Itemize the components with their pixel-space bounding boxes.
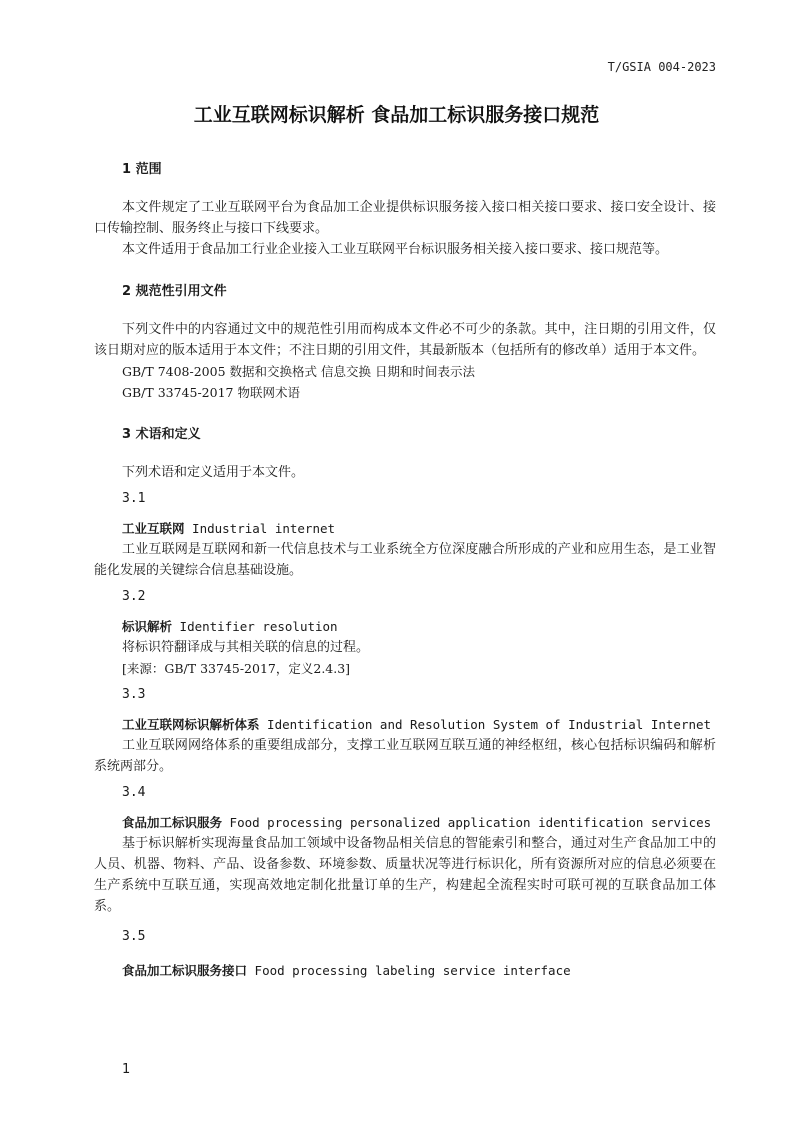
term-number: 3.1: [122, 491, 146, 506]
term-heading: [94, 812, 716, 833]
term-en: Identification and Resolution System of Industrial Internet: [267, 717, 712, 732]
term-source: [来源：GB/T 33745-2017，定义2.4.3]: [122, 661, 351, 676]
paragraph: 本文件适用于食品加工行业企业接入工业互联网平台标识服务相关接入接口要求、接口规范等。: [122, 242, 669, 257]
term-heading: [94, 616, 716, 637]
section-3-heading: 3 术语和定义: [122, 427, 201, 442]
term-zh: 食品加工标识服务接口: [122, 963, 248, 978]
document-body: [94, 150, 716, 981]
term-en: Food processing labeling service interface: [254, 963, 571, 978]
term-zh: 食品加工标识服务: [122, 815, 223, 830]
term-en: Identifier resolution: [179, 619, 338, 634]
page-title: 工业互联网标识解析 食品加工标识服务接口规范: [193, 104, 600, 126]
section-2-heading: 2 规范性引用文件: [122, 284, 227, 299]
paragraph: 本文件规定了工业互联网平台为食品加工企业提供标识服务接入接口相关接口要求、接口安全设计、接口传输控制、服务终止与接口下线要求。: [94, 200, 716, 236]
page-number: 1: [122, 1062, 131, 1077]
term-definition: 工业互联网是互联网和新一代信息技术与工业系统全方位深度融合所形成的产业和应用生态，是工业智能化发展的关键综合信息基础设施。: [94, 542, 716, 578]
term-definition: 将标识符翻译成与其相关联的信息的过程。: [122, 640, 370, 655]
term-number: 3.2: [122, 589, 146, 604]
reference-item: GB/T 33745-2017 物联网术语: [122, 385, 300, 400]
paragraph: 下列术语和定义适用于本文件。: [122, 465, 305, 480]
term-number: 3.4: [122, 785, 146, 800]
term-number: 3.3: [122, 687, 146, 702]
reference-item: GB/T 7408-2005 数据和交换格式 信息交换 日期和时间表示法: [122, 364, 475, 379]
term-en: Food processing personalized application identification services: [229, 815, 712, 830]
paragraph: 下列文件中的内容通过文中的规范性引用而构成本文件必不可少的条款。其中，注日期的引用文件，仅该日期对应的版本适用于本文件；不注日期的引用文件，其最新版本（包括所有的修改单）适用于本文件。: [94, 322, 716, 358]
document-code: T/GSIA 004-2023: [607, 60, 716, 74]
term-zh: 工业互联网标识解析体系: [122, 717, 260, 732]
term-number: 3.5: [122, 929, 146, 944]
term-definition: 工业互联网网络体系的重要组成部分，支撑工业互联网互联互通的神经枢纽，核心包括标识编码和解析系统两部分。: [94, 738, 716, 774]
term-zh: 标识解析: [122, 619, 173, 634]
term-definition: 基于标识解析实现海量食品加工领域中设备物品相关信息的智能索引和整合，通过对生产食品加工中的人员、机器、物料、产品、设备参数、环境参数、质量状况等进行标识化，所有资源所对应的信息必须要在生产系统中互联互通，实现高效地定制化批量订单的生产，构建起全流程实时可联可视的互联食品加工体系。: [94, 836, 716, 914]
term-en: Industrial internet: [192, 521, 336, 536]
term-heading: [94, 518, 716, 539]
section-1-heading: 1 范围: [122, 162, 162, 177]
term-heading: [94, 714, 716, 735]
term-heading: [94, 960, 716, 981]
term-zh: 工业互联网: [122, 521, 185, 536]
